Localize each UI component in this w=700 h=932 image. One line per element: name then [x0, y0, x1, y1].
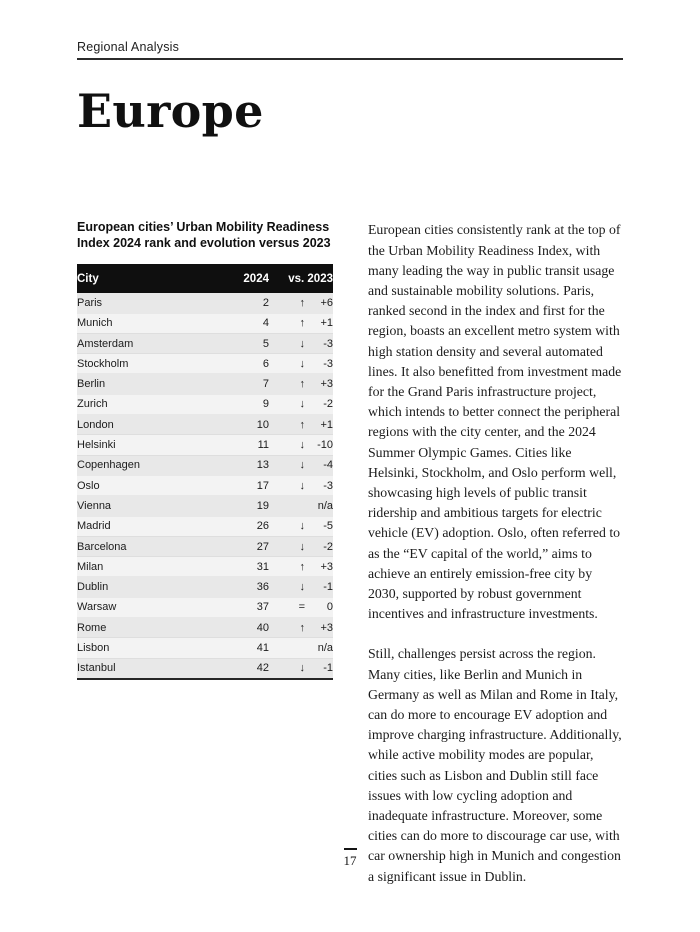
rank-table-body — [77, 293, 333, 679]
direction-cell — [269, 658, 305, 679]
up-arrow-icon: ↑ — [299, 378, 305, 391]
table-row — [77, 496, 333, 516]
table-caption: European cities’ Urban Mobility Readiness Index 2024 rank and evolution versus 2023 — [77, 220, 331, 250]
city-cell: Istanbul — [77, 662, 116, 675]
section-kicker: Regional Analysis — [77, 40, 180, 54]
direction-cell — [269, 415, 305, 435]
change-cell: -3 — [323, 357, 333, 370]
down-arrow-icon: ↓ — [299, 398, 305, 411]
rank-cell: 37 — [256, 601, 269, 614]
table-column — [77, 220, 333, 907]
rank-cell: 5 — [262, 337, 269, 350]
column-header-vs-2023: vs. 2023 — [269, 264, 333, 293]
direction-cell — [269, 354, 305, 374]
two-column-layout — [77, 220, 623, 907]
table-row — [77, 455, 333, 475]
city-cell: Dublin — [77, 581, 109, 594]
rank-cell: 13 — [256, 459, 269, 472]
article-paragraph: Still, challenges persist across the region. Many cities, like Berlin and Munich in Germany as well as Milan and Rome in Italy, can do more to encourage EV adoption and improve charging infrastructure. Additionally, while active mobility modes are popular, cities such as Lisbon and Dublin still face issues with low cycling adoption and inadequate infrastructure. Moreover, some cities can do more to discourage car use, with car ownership high in Munich and congestion a significant issue in Dublin. — [368, 646, 622, 884]
change-cell: -10 — [317, 439, 333, 452]
direction-cell — [269, 557, 305, 577]
rank-cell: 36 — [256, 581, 269, 594]
rank-cell: 7 — [262, 378, 269, 391]
city-cell: Milan — [77, 560, 104, 573]
direction-cell — [269, 394, 305, 414]
change-cell: -2 — [323, 540, 333, 553]
change-cell: -2 — [323, 398, 333, 411]
down-arrow-icon: ↓ — [299, 337, 305, 350]
down-arrow-icon: ↓ — [299, 662, 305, 675]
down-arrow-icon: ↓ — [299, 520, 305, 533]
table-row — [77, 293, 333, 313]
equal-icon: = — [298, 601, 305, 614]
rank-cell: 42 — [256, 662, 269, 675]
table-row — [77, 577, 333, 597]
change-cell: n/a — [317, 641, 333, 654]
rank-cell: 26 — [256, 520, 269, 533]
rank-cell: 27 — [256, 540, 269, 553]
up-arrow-icon: ↑ — [299, 560, 305, 573]
rank-cell: 10 — [256, 418, 269, 431]
city-cell: Stockholm — [77, 357, 129, 370]
up-arrow-icon: ↑ — [299, 317, 305, 330]
article-paragraph: European cities consistently rank at the top of the Urban Mobility Readiness Index, with many leading the way in public transit usage and sustainable mobility solutions. Paris, ranked second in the index and first for the region, boasts an excellent metro system with high station density and several automated lines. It also benefitted from investment made for the Grand Paris infrastructure project, which intends to better connect the peripheral regions with the city center, and the 2024 Summer Olympic Games. Cities like Helsinki, Stockholm, and Oslo perform well, showcasing high levels of public transit ridership and ambitious targets for electric vehicle (EV) adoption. Oslo, often referred to as the “EV capital of the world,” aims to achieve an entirely emission-free city by 2030, supported by robust government incentives and infrastructure investments. — [368, 222, 622, 622]
down-arrow-icon: ↓ — [299, 357, 305, 370]
city-ranking-table — [77, 264, 333, 680]
page-number: 17 — [343, 853, 357, 868]
up-arrow-icon: ↑ — [299, 418, 305, 431]
direction-cell — [269, 496, 305, 516]
table-row — [77, 536, 333, 556]
direction-cell — [269, 475, 305, 495]
city-cell: Madrid — [77, 520, 111, 533]
down-arrow-icon: ↓ — [299, 540, 305, 553]
rank-cell: 31 — [256, 560, 269, 573]
city-cell: Warsaw — [77, 601, 117, 614]
table-row — [77, 435, 333, 455]
city-cell: Vienna — [77, 499, 112, 512]
table-row — [77, 638, 333, 658]
change-cell: -5 — [323, 520, 333, 533]
column-header-city: City — [77, 264, 212, 293]
down-arrow-icon: ↓ — [299, 581, 305, 594]
rank-cell: 2 — [262, 296, 269, 309]
table-row — [77, 333, 333, 353]
table-header-row — [77, 264, 333, 293]
change-cell: +1 — [320, 317, 333, 330]
table-row — [77, 516, 333, 536]
city-cell: Zurich — [77, 398, 108, 411]
rank-cell: 40 — [256, 621, 269, 634]
down-arrow-icon: ↓ — [299, 439, 305, 452]
rank-cell: 9 — [262, 398, 269, 411]
change-cell: -1 — [323, 662, 333, 675]
city-cell: Berlin — [77, 378, 106, 391]
rank-cell: 17 — [256, 479, 269, 492]
direction-cell — [269, 435, 305, 455]
column-header-2024: 2024 — [212, 264, 269, 293]
city-cell: Munich — [77, 317, 113, 330]
direction-cell — [269, 455, 305, 475]
table-row — [77, 313, 333, 333]
down-arrow-icon: ↓ — [299, 459, 305, 472]
footer-rule — [344, 848, 357, 850]
direction-cell — [269, 638, 305, 658]
table-row — [77, 557, 333, 577]
rank-cell: 6 — [262, 357, 269, 370]
change-cell: +3 — [320, 378, 333, 391]
city-cell: Paris — [77, 296, 103, 309]
change-cell: -1 — [323, 581, 333, 594]
direction-cell — [269, 374, 305, 394]
up-arrow-icon: ↑ — [299, 296, 305, 309]
change-cell: -4 — [323, 459, 333, 472]
table-row — [77, 394, 333, 414]
article-column — [368, 220, 623, 907]
city-cell: Copenhagen — [77, 459, 141, 472]
change-cell: -3 — [323, 337, 333, 350]
city-cell: London — [77, 418, 114, 431]
change-cell: +3 — [320, 560, 333, 573]
city-cell: Barcelona — [77, 540, 127, 553]
city-cell: Oslo — [77, 479, 100, 492]
city-cell: Amsterdam — [77, 337, 134, 350]
table-row — [77, 618, 333, 638]
rank-cell: 19 — [256, 499, 269, 512]
table-row — [77, 597, 333, 617]
change-cell: +6 — [320, 296, 333, 309]
change-cell: 0 — [326, 601, 333, 614]
table-row — [77, 374, 333, 394]
direction-cell — [269, 516, 305, 536]
direction-cell — [269, 333, 305, 353]
change-cell: +1 — [320, 418, 333, 431]
down-arrow-icon: ↓ — [299, 479, 305, 492]
direction-cell — [269, 293, 305, 313]
city-cell: Helsinki — [77, 439, 116, 452]
change-cell: n/a — [317, 499, 333, 512]
direction-cell — [269, 618, 305, 638]
change-cell: +3 — [320, 621, 333, 634]
city-cell: Rome — [77, 621, 107, 634]
page-footer — [0, 848, 700, 869]
direction-cell — [269, 536, 305, 556]
city-cell: Lisbon — [77, 641, 110, 654]
table-row — [77, 415, 333, 435]
table-row — [77, 658, 333, 679]
rank-cell: 41 — [256, 641, 269, 654]
table-row — [77, 475, 333, 495]
direction-cell — [269, 313, 305, 333]
table-header — [77, 264, 333, 293]
rank-cell: 11 — [257, 439, 269, 452]
change-cell: -3 — [323, 479, 333, 492]
up-arrow-icon: ↑ — [299, 621, 305, 634]
header-rule — [77, 58, 623, 60]
table-row — [77, 354, 333, 374]
rank-cell: 4 — [262, 317, 269, 330]
direction-cell — [269, 577, 305, 597]
page-title: Europe — [77, 84, 264, 138]
direction-cell — [269, 597, 305, 617]
